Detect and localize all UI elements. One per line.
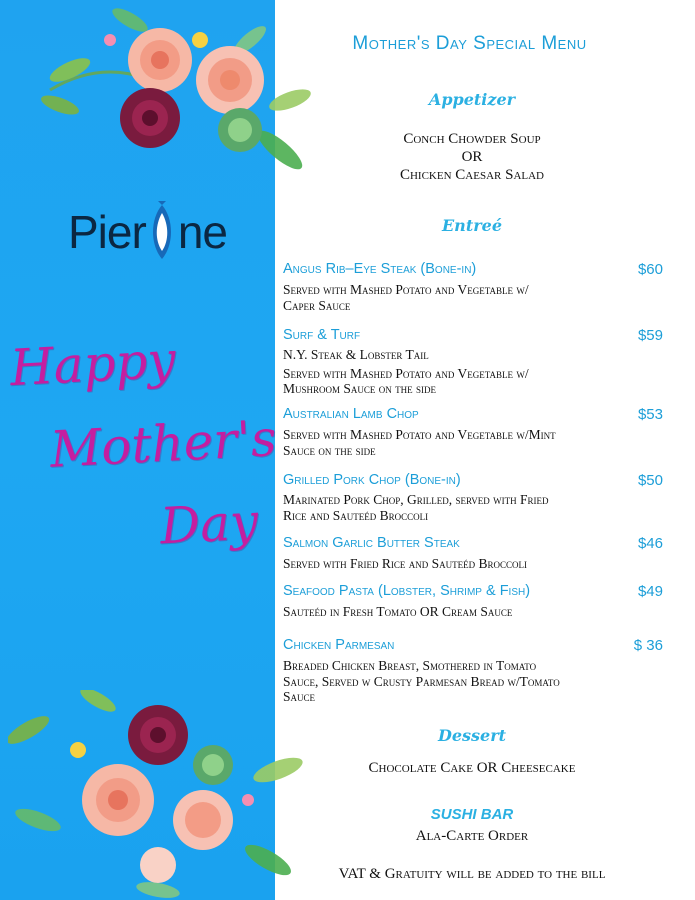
entree-item-title: Surf & Turf: [283, 327, 361, 343]
entree-item-price: $60: [637, 261, 663, 278]
dessert-line: Chocolate Cake OR Cheesecake: [368, 760, 576, 776]
appetizer-line-1: Conch Chowder Soup: [403, 131, 541, 147]
fish-logo-icon: [144, 201, 180, 263]
logo-text-suffix: ne: [177, 206, 227, 258]
entree-item-desc-line: N.Y. Steak & Lobster Tail: [283, 347, 429, 362]
floral-bottom-icon: [8, 690, 308, 900]
entree-item-price: $59: [637, 327, 663, 344]
entree-item-desc-line: Sauteéd in Fresh Tomato OR Cream Sauce: [283, 604, 513, 619]
entree-item-desc-line: Served with Fried Rice and Sauteéd Broccoli: [283, 556, 528, 571]
entree-item-price: $46: [637, 535, 663, 552]
entree-item-name: [283, 535, 663, 552]
entree-item-desc-line: Rice and Sauteéd Broccoli: [283, 507, 429, 523]
appetizer-line-3: Chicken Caesar Salad: [399, 167, 544, 183]
entree-item-title: Angus Rib–Eye Steak (Bone-in): [283, 261, 477, 277]
entree-item-name: [283, 472, 663, 489]
floral-top-icon: [40, 0, 320, 190]
menu-title: Mother's Day Special Menu: [352, 33, 587, 54]
entree-item-name: [283, 261, 663, 278]
entree-item-desc-line: Breaded Chicken Breast, Smothered in Tomato: [283, 658, 537, 673]
entree-item-desc: [283, 556, 668, 572]
entree-item-desc-line: Marinated Pork Chop, Grilled, served with Fried: [283, 492, 549, 507]
entree-item-name: [283, 406, 663, 423]
entree-item-title: Chicken Parmesan: [283, 637, 395, 653]
entree-item-desc: [283, 604, 668, 620]
entree-item-desc-line: Served with Mashed Potato and Vegetable w/: [283, 365, 529, 381]
entree-item-desc-line: Sauce, Served w Crusty Parmesan Bread w/Tomato: [283, 673, 560, 689]
entree-item-title: Grilled Pork Chop (Bone-in): [283, 472, 461, 488]
entree-item-desc-line: Served with Mashed Potato and Vegetable w/: [283, 282, 529, 297]
entree-item-desc: [283, 658, 668, 705]
entree-item-desc: [283, 347, 668, 397]
appetizer-heading: Appetizer: [428, 90, 516, 109]
greeting-day: Day: [158, 492, 260, 556]
appetizer-line-2: OR: [461, 149, 483, 165]
entree-item-name: [283, 637, 663, 654]
entree-item-desc-line: Sauce: [283, 689, 316, 704]
entree-item-desc: [283, 427, 668, 458]
entree-item-desc-line: Caper Sauce: [283, 297, 351, 313]
entree-item-desc: [283, 492, 668, 523]
entree-item-desc-line: Sauce on the side: [283, 442, 376, 458]
entree-item-title: Salmon Garlic Butter Steak: [283, 535, 460, 551]
entree-item-price: $50: [637, 472, 663, 489]
greeting-mothers: Mother's: [48, 409, 278, 479]
sushi-bar-line: Ala-Carte Order: [415, 828, 529, 844]
entree-item-price: $53: [637, 406, 663, 423]
entree-item-desc-line: Served with Mashed Potato and Vegetable w/Mint: [283, 427, 556, 442]
entree-item-name: [283, 327, 663, 344]
entree-item-desc-line: Mushroom Sauce on the side: [283, 381, 437, 396]
entree-item-title: Seafood Pasta (Lobster, Shrimp & Fish): [283, 583, 531, 599]
entree-heading: Entreé: [441, 216, 502, 235]
greeting-happy: Happy: [8, 330, 178, 398]
entree-item-price: $49: [637, 583, 663, 600]
footer-note: VAT & Gratuity will be added to the bill: [338, 866, 606, 882]
logo-text-prefix: Pier: [68, 206, 146, 258]
entree-item-desc: [283, 282, 668, 313]
entree-item-title: Australian Lamb Chop: [283, 406, 419, 422]
entree-item-name: [283, 583, 663, 600]
pier-one-logo: [40, 192, 255, 272]
sushi-bar-heading: SUSHI BAR: [430, 806, 514, 823]
entree-item-price: $ 36: [633, 637, 663, 654]
dessert-heading: Dessert: [437, 726, 507, 745]
